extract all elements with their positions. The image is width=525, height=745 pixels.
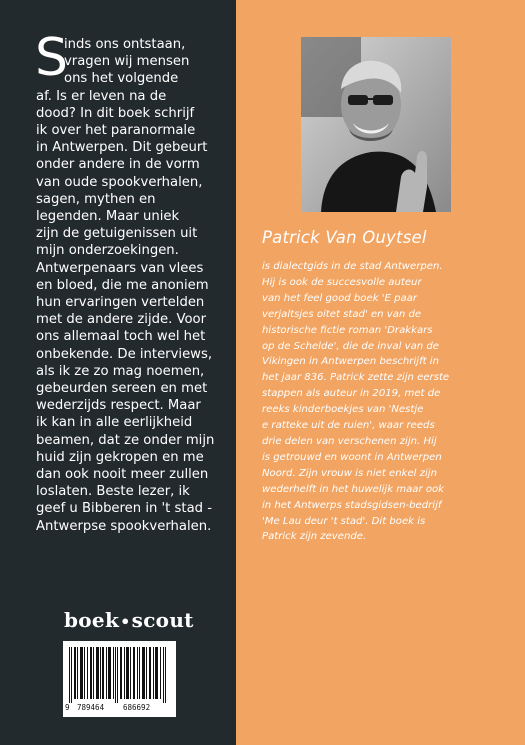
- bio-line: drie delen van verschenen zijn. Hij: [262, 435, 437, 447]
- blurb-line: ik kan in alle eerlijkheid: [36, 415, 193, 431]
- barcode-group-2: 686692: [123, 703, 151, 712]
- blurb-line: inds ons ontstaan,: [64, 37, 186, 52]
- publisher-logo-dot: •: [120, 612, 131, 631]
- author-photo: [301, 37, 451, 212]
- bio-line: Patrick zijn zevende.: [262, 531, 367, 543]
- bio-line: het jaar 836. Patrick zette zijn eerste: [262, 372, 450, 384]
- blurb-line: huid zijn gekropen en me: [36, 449, 204, 465]
- dark-panel: [0, 0, 236, 745]
- bio-line: e ratteke uit de ruien', waar reeds: [262, 420, 435, 432]
- bio-line: in het Antwerps stadsgidsen-bedrijf: [262, 499, 442, 511]
- bio-line: historische fictie roman 'Drakkars: [262, 324, 433, 336]
- bio-line: reeks kinderboekjes van 'Nestje: [262, 404, 424, 416]
- blurb-line: loslaten. Beste lezer, ik: [36, 484, 190, 500]
- blurb-line: af. Is er leven na de: [36, 88, 167, 104]
- blurb-line: met de andere zijde. Voor: [36, 312, 207, 328]
- blurb-text: [35, 28, 228, 535]
- blurb-line: mijn onderzoekingen.: [36, 243, 179, 259]
- bio-line: is getrouwd en woont in Antwerpen: [262, 451, 442, 463]
- blurb-line: Antwerpse spookverhalen.: [36, 518, 212, 534]
- bio-line: Vikingen in Antwerpen beschrijft in: [262, 356, 439, 368]
- blurb-line: onbekende. De interviews,: [36, 346, 213, 362]
- blurb-line: in Antwerpen. Dit gebeurt: [36, 140, 208, 156]
- bio-line: wederhelft in het huwelijk maar ook: [262, 483, 445, 495]
- blurb-line: wederzijds respect. Maar: [36, 398, 201, 414]
- bio-line: Noord. Zijn vrouw is niet enkel zijn: [262, 467, 437, 479]
- barcode-first-digit: 9: [65, 703, 70, 712]
- blurb-line: dan ook nooit meer zullen: [36, 467, 209, 483]
- bio-line: verjaltsjes oitet stad' en van de: [262, 308, 422, 320]
- author-portrait-image: [301, 37, 451, 212]
- author-bio: [262, 259, 490, 545]
- bio-line: 'Me Lau deur 't stad'. Dit boek is: [262, 515, 426, 527]
- blurb-line: ons het volgende: [64, 71, 179, 87]
- blurb-line: van oude spookverhalen,: [36, 174, 203, 190]
- blurb-line: ik over het paranormale: [36, 123, 196, 139]
- blurb-line: hun ervaringen vertelden: [36, 295, 205, 311]
- bio-line: op de Schelde', die de inval van de: [262, 340, 440, 352]
- bio-line: is dialectgids in de stad Antwerpen.: [262, 261, 443, 272]
- isbn-barcode: [63, 641, 176, 717]
- blurb-line: geef u Bibberen in 't stad -: [36, 501, 212, 517]
- bio-line: stappen als auteur in 2019, met de: [262, 388, 441, 400]
- bio-line: Hij is ook de succesvolle auteur: [262, 276, 422, 288]
- blurb-line: als ik ze zo mag noemen,: [36, 363, 205, 379]
- publisher-logo: [64, 608, 194, 632]
- blurb-line: zijn de getuigenissen uit: [36, 226, 198, 242]
- blurb-line: dood? In dit boek schrijf: [36, 105, 195, 121]
- drop-cap: S: [35, 28, 69, 88]
- blurb-line: en bloed, die me anoniem: [36, 277, 209, 293]
- blurb-line: gebeurden sereen en met: [36, 381, 208, 397]
- author-name: Patrick Van Ouytsel: [262, 228, 427, 247]
- blurb-line: beamen, dat ze onder mijn: [36, 432, 215, 448]
- blurb-line: Antwerpenaars van vlees: [36, 260, 204, 276]
- publisher-logo-part2: scout: [131, 608, 194, 632]
- barcode-group-1: 789464: [77, 703, 105, 712]
- blurb-line: onder andere in de vorm: [36, 157, 200, 173]
- bio-line: van het feel good boek 'E paar: [262, 292, 418, 304]
- blurb-line: sagen, mythen en: [36, 191, 156, 207]
- blurb-line: ons allemaal toch wel het: [36, 329, 206, 345]
- barcode-bars: [67, 647, 172, 703]
- blurb-line: legenden. Maar uniek: [36, 209, 180, 225]
- publisher-logo-part1: boek: [64, 608, 120, 632]
- blurb-line: vragen wij mensen: [64, 54, 190, 70]
